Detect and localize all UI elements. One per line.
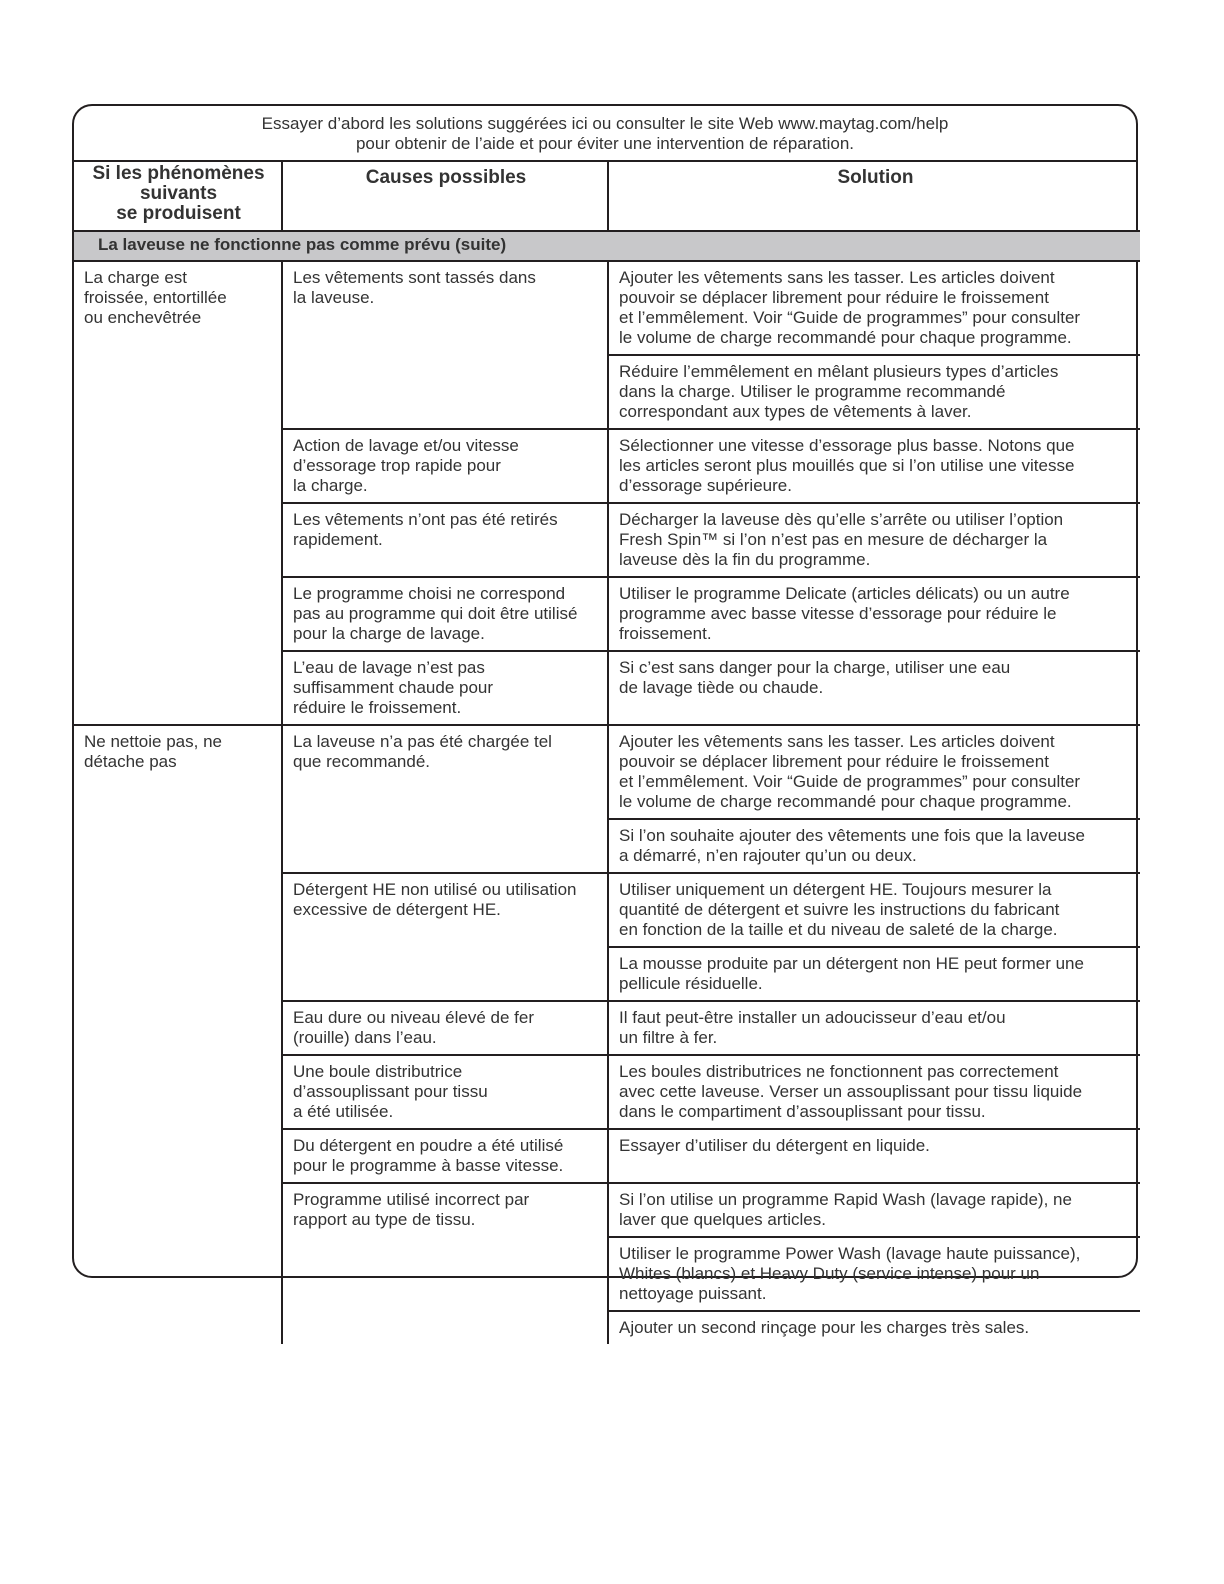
- solution-cell: Ajouter les vêtements sans les tasser. Les articles doivent pouvoir se déplacer librement pour réduire le froissement et l’emmêlement. Voir “Guide de programmes” pour consulter le volume de charge recommandé pour chaque programme.: [608, 261, 1140, 355]
- solution-cell: Si c’est sans danger pour la charge, utiliser une eau de lavage tiède ou chaude.: [608, 651, 1140, 725]
- intro-note: [74, 106, 1136, 162]
- table-row: [74, 261, 1140, 355]
- cause-cell: L’eau de lavage n’est pas suffisamment chaude pour réduire le froissement.: [282, 651, 608, 725]
- problem-cell: Ne nettoie pas, ne détache pas: [74, 725, 282, 1344]
- solution-cell: Utiliser le programme Delicate (articles délicats) ou un autre programme avec basse vitesse d’essorage pour réduire le froissement.: [608, 577, 1140, 651]
- table-row: [74, 725, 1140, 819]
- cause-cell: Les vêtements sont tassés dans la laveuse.: [282, 261, 608, 429]
- cause-cell: La laveuse n’a pas été chargée tel que recommandé.: [282, 725, 608, 873]
- solution-cell: Utiliser uniquement un détergent HE. Toujours mesurer la quantité de détergent et suivre les instructions du fabricant en fonction de la taille et du niveau de saleté de la charge.: [608, 873, 1140, 947]
- solution-cell: Ajouter les vêtements sans les tasser. Les articles doivent pouvoir se déplacer librement pour réduire le froissement et l’emmêlement. Voir “Guide de programmes” pour consulter le volume de charge recommandé pour chaque programme.: [608, 725, 1140, 819]
- intro-line-2: pour obtenir de l’aide et pour éviter une intervention de réparation.: [355, 134, 855, 153]
- header-problem: Si les phénomènes suivants se produisent: [74, 162, 282, 231]
- cause-cell: Programme utilisé incorrect par rapport au type de tissu.: [282, 1183, 608, 1344]
- solution-cell: Les boules distributrices ne fonctionnent pas correctement avec cette laveuse. Verser un assouplissant pour tissu liquide dans le compartiment d’assouplissant pour tissu.: [608, 1055, 1140, 1129]
- solution-cell: Si l’on utilise un programme Rapid Wash (lavage rapide), ne laver que quelques articles.: [608, 1183, 1140, 1237]
- solution-cell: Si l’on souhaite ajouter des vêtements une fois que la laveuse a démarré, n’en rajouter qu’un ou deux.: [608, 819, 1140, 873]
- cause-cell: Eau dure ou niveau élevé de fer (rouille) dans l’eau.: [282, 1001, 608, 1055]
- problem-cell: La charge est froissée, entortillée ou enchevêtrée: [74, 261, 282, 725]
- solution-cell: Sélectionner une vitesse d’essorage plus basse. Notons que les articles seront plus mouillés que si l’on utilise une vitesse d’essorage supérieure.: [608, 429, 1140, 503]
- intro-line-1: Essayer d’abord les solutions suggérées ici ou consulter le site Web www.maytag.com/help: [261, 114, 949, 133]
- cause-cell: Détergent HE non utilisé ou utilisation excessive de détergent HE.: [282, 873, 608, 1001]
- solution-cell: Ajouter un second rinçage pour les charges très sales.: [608, 1311, 1140, 1344]
- cause-cell: Le programme choisi ne correspond pas au programme qui doit être utilisé pour la charge de lavage.: [282, 577, 608, 651]
- solution-cell: Essayer d’utiliser du détergent en liquide.: [608, 1129, 1140, 1183]
- cause-cell: Action de lavage et/ou vitesse d’essorage trop rapide pour la charge.: [282, 429, 608, 503]
- header-row: [74, 162, 1140, 231]
- solution-cell: Utiliser le programme Power Wash (lavage haute puissance), Whites (blancs) et Heavy Duty (service intense) pour un nettoyage puissant.: [608, 1237, 1140, 1311]
- troubleshooting-frame: [72, 104, 1138, 1337]
- section-row: [74, 231, 1140, 261]
- solution-cell: Réduire l’emmêlement en mêlant plusieurs types d’articles dans la charge. Utiliser le programme recommandé correspondant aux types de vêtements à laver.: [608, 355, 1140, 429]
- cause-cell: Les vêtements n’ont pas été retirés rapidement.: [282, 503, 608, 577]
- solution-cell: Décharger la laveuse dès qu’elle s’arrête ou utiliser l’option Fresh Spin™ si l’on n’est pas en mesure de décharger la laveuse dès la fin du programme.: [608, 503, 1140, 577]
- cause-cell: Une boule distributrice d’assouplissant pour tissu a été utilisée.: [282, 1055, 608, 1129]
- cause-cell: Du détergent en poudre a été utilisé pour le programme à basse vitesse.: [282, 1129, 608, 1183]
- section-title: La laveuse ne fonctionne pas comme prévu (suite): [74, 231, 1140, 261]
- solution-cell: La mousse produite par un détergent non HE peut former une pellicule résiduelle.: [608, 947, 1140, 1001]
- solution-cell: Il faut peut-être installer un adoucisseur d’eau et/ou un filtre à fer.: [608, 1001, 1140, 1055]
- troubleshooting-table: [74, 162, 1140, 1344]
- header-solution: Solution: [608, 162, 1140, 231]
- header-causes: Causes possibles: [282, 162, 608, 231]
